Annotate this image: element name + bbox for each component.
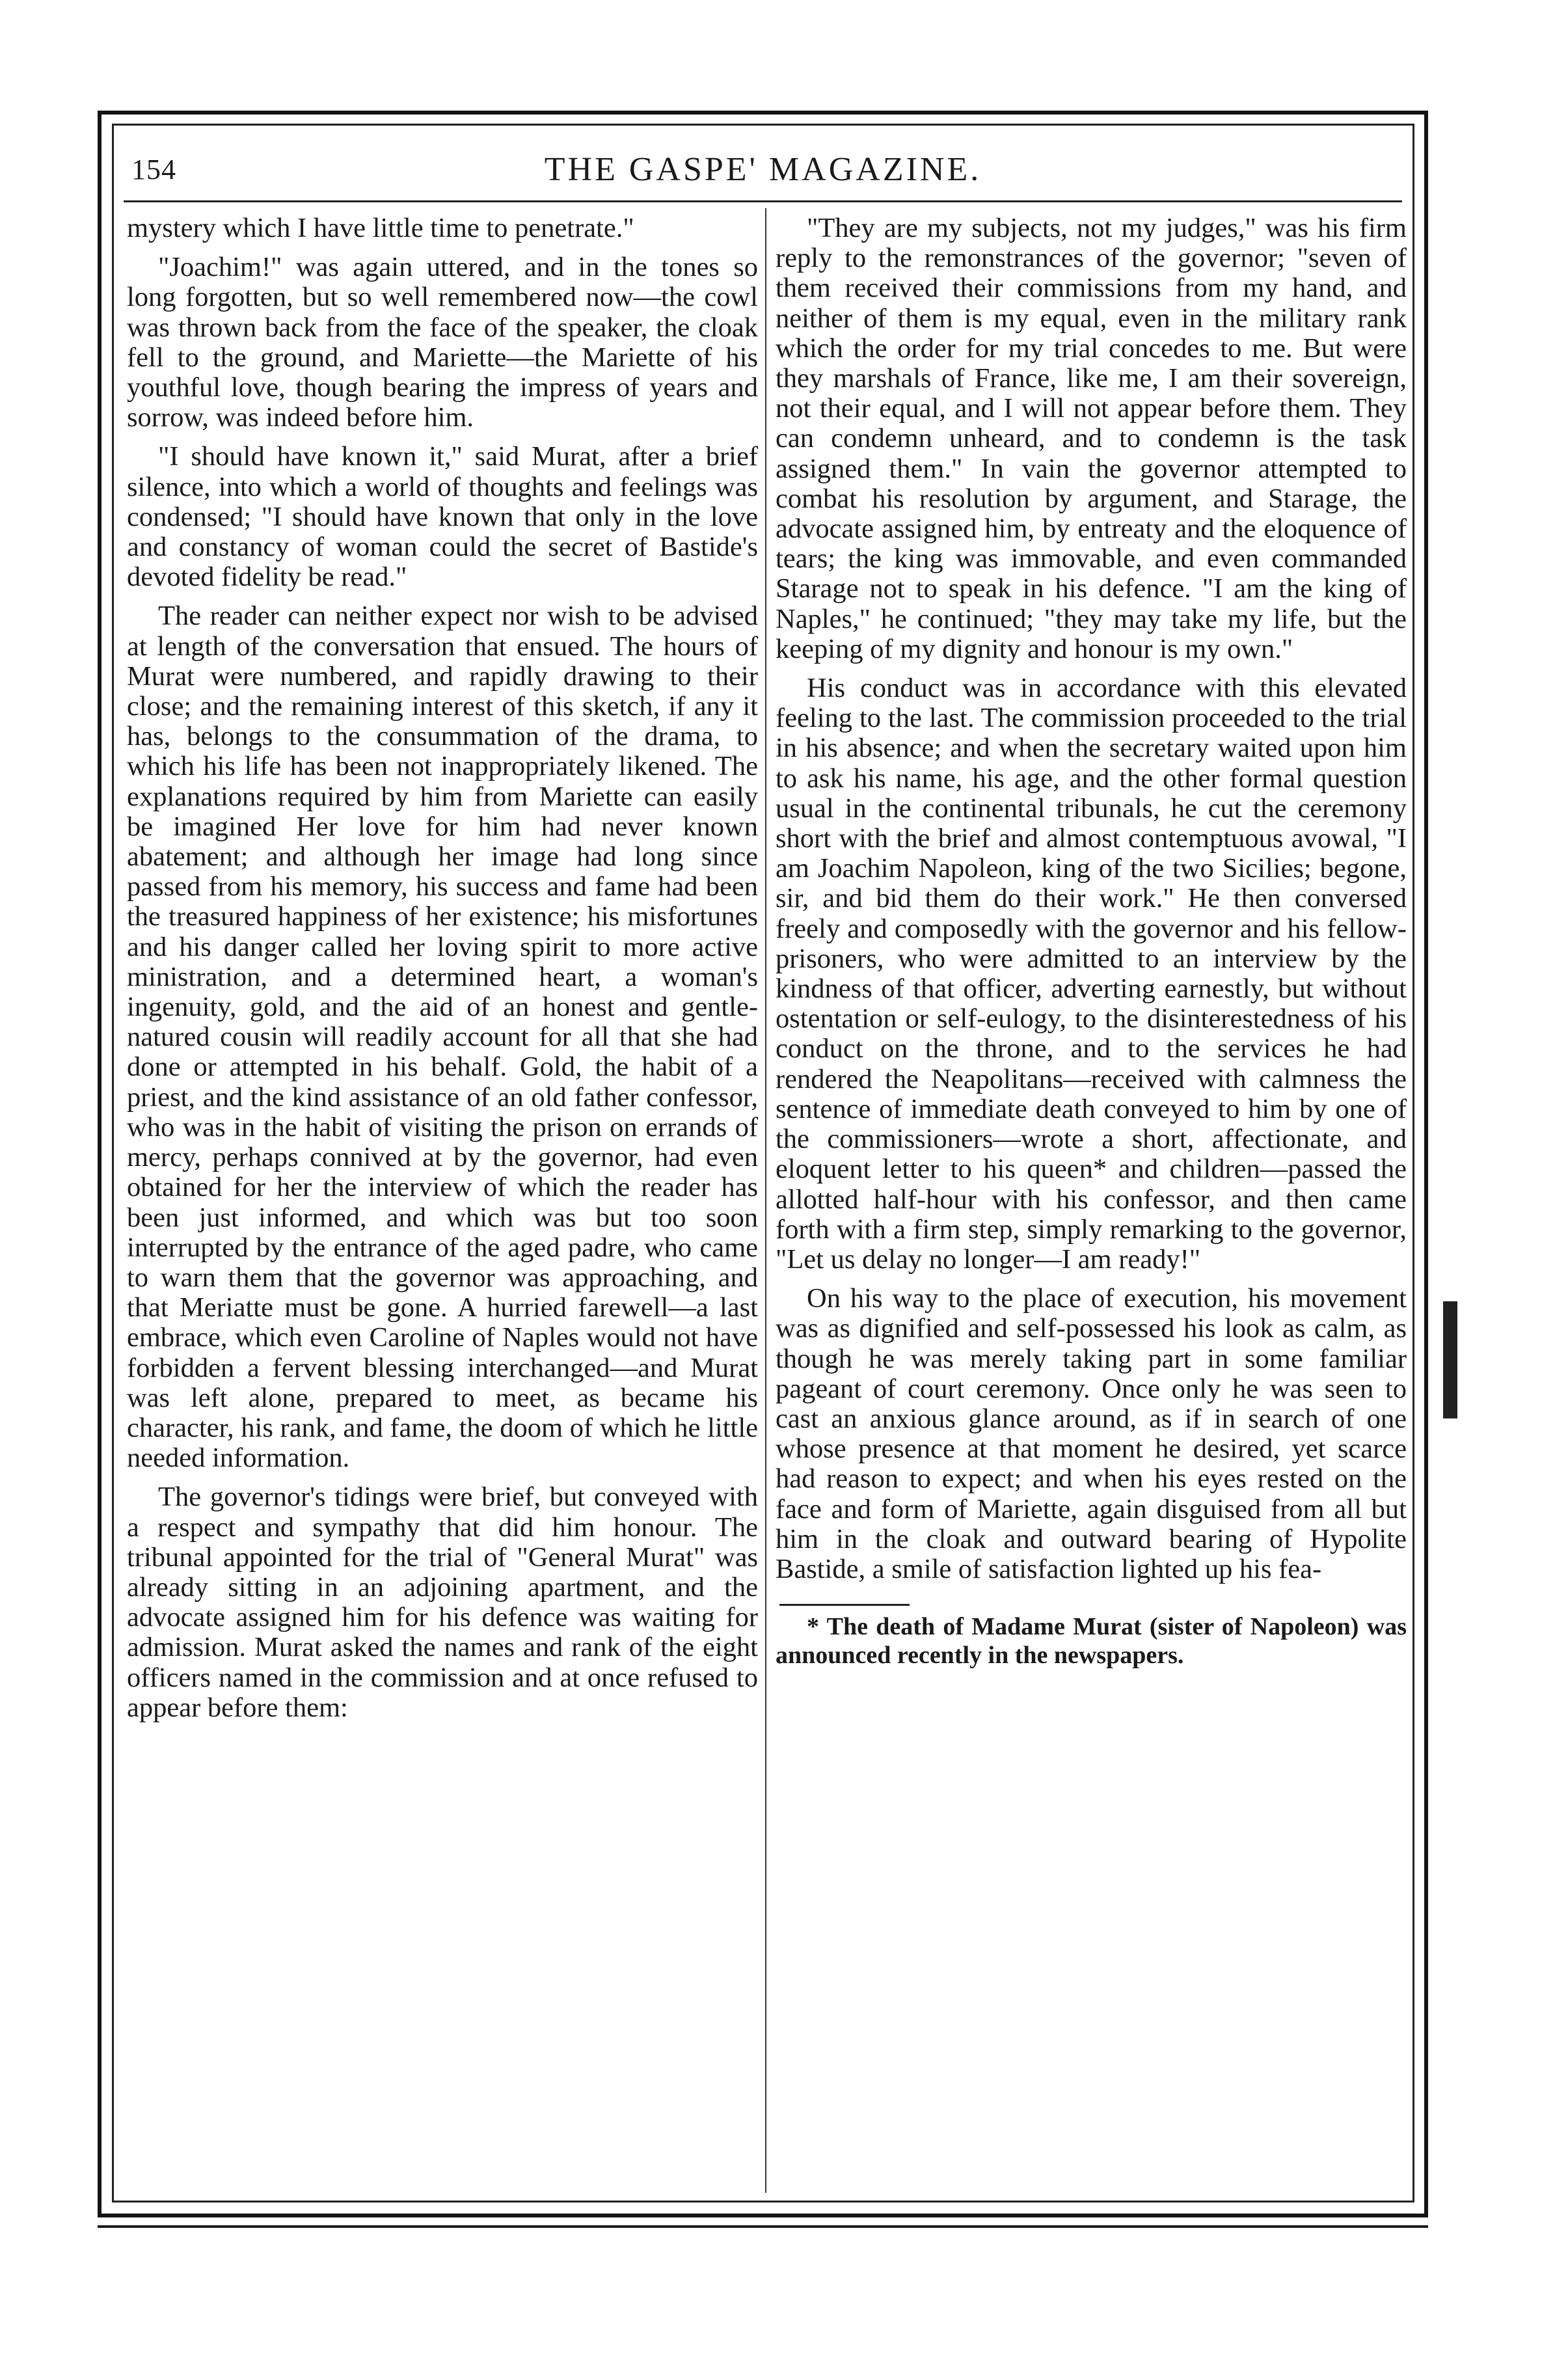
left-column bbox=[127, 213, 758, 1732]
paragraph: On his way to the place of execution, his movement was as dignified and self-possessed his look as calm, as though he was merely taking part in some familiar pageant of court ceremony. Once only he was seen to cast an anxious glance around, as if in search of one whose presence at that moment he desired, yet scarce had reason to expect; and when his eyes rested on the face and form of Mariette, again disguised from all but him in the cloak and outward bearing of Hypolite Bastide, a smile of satisfaction lighted up his fea- bbox=[776, 1283, 1407, 1584]
paragraph: The governor's tidings were brief, but conveyed with a respect and sympathy that did him honour. The tribunal appointed for the trial of "General Murat" was already sitting in an adjoining apartment, and the advocate assigned him for his defence was waiting for admission. Murat asked the names and rank of the eight officers named in the commission and at once refused to appear before them: bbox=[127, 1482, 758, 1723]
header-rule bbox=[124, 200, 1402, 202]
page-edge-mark bbox=[1443, 1301, 1457, 1418]
bottom-rule bbox=[98, 2225, 1428, 2228]
footnote-rule bbox=[779, 1604, 910, 1606]
paragraph: His conduct was in accordance with this elevated feeling to the last. The commission proceeded to the trial in his absence; and when the secretary waited upon him to ask his name, his age, and the other formal question usual in the continental tribunals, he cut the ceremony short with the brief and almost contemptuous avowal, "I am Joachim Napoleon, king of the two Sicilies; begone, sir, and bid them do their work." He then conversed freely and composedly with the governor and his fellow-prisoners, who were admitted to an interview by the kindness of that officer, adverting earnestly, but without ostentation or self-eulogy, to the disinterestedness of his conduct on the throne, and to the services he had rendered the Neapolitans—received with calmness the sentence of immediate death conveyed to him by one of the commissioners—wrote a short, affectionate, and eloquent letter to his queen* and children—passed the allotted half-hour with his confessor, and then came forth with a firm step, simply remarking to the governor, "Let us delay no longer—I am ready!" bbox=[776, 673, 1407, 1275]
column-divider bbox=[765, 208, 766, 2193]
right-column bbox=[776, 213, 1407, 1679]
page-number: 154 bbox=[131, 154, 176, 185]
paragraph: "I should have known it," said Murat, after a brief silence, into which a world of thoughts and feelings was condensed; "I should have known that only in the love and constancy of woman could the secret of Bastide's devoted fidelity be read." bbox=[127, 441, 758, 593]
paragraph: "Joachim!" was again uttered, and in the tones so long forgotten, but so well remembered now—the cowl was thrown back from the face of the speaker, the cloak fell to the ground, and Mariette—the Mariette of his youthful love, though bearing the impress of years and sorrow, was indeed before him. bbox=[127, 252, 758, 433]
paragraph: "They are my subjects, not my judges," was his firm reply to the remonstrances of the governor; "seven of them received their commissions from my hand, and neither of them is my equal, even in the military rank which the order for my trial concedes to me. But were they marshals of France, like me, I am their sovereign, not their equal, and I will not appear before them. They can condemn unheard, and to condemn is the task assigned them." In vain the governor attempted to combat his resolution by argument, and Starage, the advocate assigned him, by entreaty and the eloquence of tears; the king was immovable, and even commanded Starage not to speak in his defence. "I am the king of Naples," he continued; "they may take my life, but the keeping of my dignity and honour is my own." bbox=[776, 213, 1407, 664]
page-header bbox=[124, 146, 1402, 198]
footnote: * The death of Madame Murat (sister of Napoleon) was announced recently in the newspapers. bbox=[776, 1613, 1407, 1670]
paragraph: mystery which I have little time to penetrate." bbox=[127, 213, 634, 243]
paragraph: The reader can neither expect nor wish to be advised at length of the conversation that ensued. The hours of Murat were numbered, and rapidly drawing to their close; and the remaining interest of this sketch, if any it has, belongs to the consummation of the drama, to which his life has been not inappropriately likened. The explanations required by him from Mariette can easily be imagined Her love for him had never known abatement; and although her image had long since passed from his memory, his success and fame had been the treasured happiness of her existence; his misfortunes and his danger called her loving spirit to more active ministration, and a determined heart, a woman's ingenuity, gold, and the aid of an honest and gentle-natured cousin will readily account for all that she had done or attempted in his behalf. Gold, the habit of a priest, and the kind assistance of an old father confessor, who was in the habit of visiting the prison on errands of mercy, perhaps connived at by the governor, had even obtained for her the interview of which the reader has been just informed, and which was but too soon interrupted by the entrance of the aged padre, who came to warn them that the governor was approaching, and that Meriatte must be gone. A hurried farewell—a last embrace, which even Caroline of Naples would not have forbidden a fervent blessing interchanged—and Murat was left alone, prepared to meet, as became his character, his rank, and fame, the doom of which he little needed information. bbox=[127, 601, 758, 1474]
running-title: THE GASPE' MAGAZINE. bbox=[544, 151, 982, 188]
